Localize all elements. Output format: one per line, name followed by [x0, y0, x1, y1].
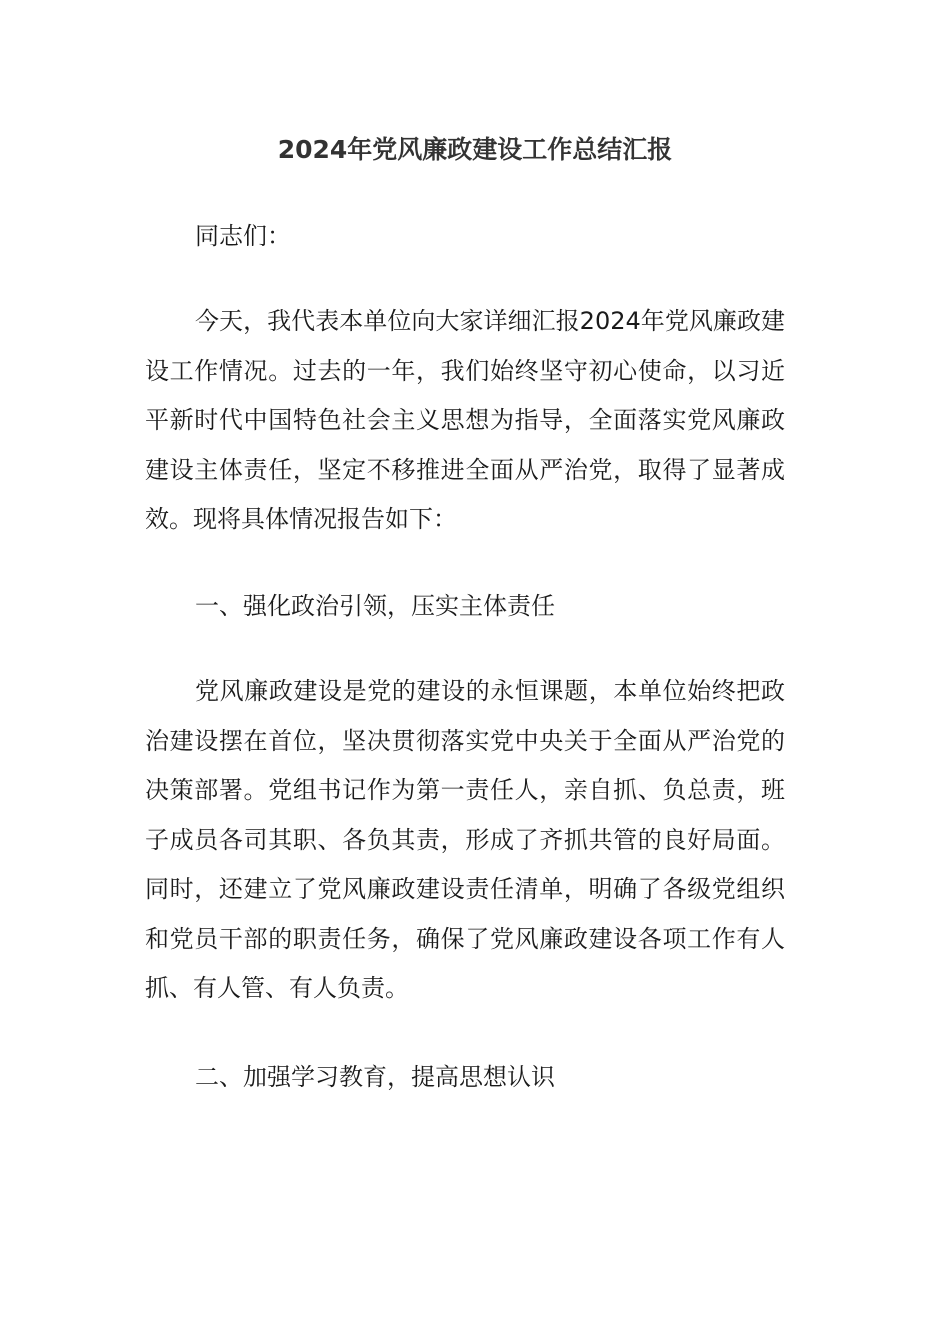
- salutation: 同志们：: [195, 222, 291, 250]
- paragraph-intro: 今天，我代表本单位向大家详细汇报2024年党风廉政建设工作情况。过去的一年，我们始终坚守初心使命，以习近平新时代中国特色社会主义思想为指导，全面落实党风廉政建设主体责任，坚定不移推进全面从严治党，取得了显著成效。现将具体情况报告如下：: [145, 307, 785, 533]
- section-heading-1: 一、强化政治引领，压实主体责任: [195, 592, 555, 620]
- document-title: 2024年党风廉政建设工作总结汇报: [277, 135, 673, 164]
- section-heading-2: 二、加强学习教育，提高思想认识: [195, 1063, 555, 1091]
- paragraph-section-1: 党风廉政建设是党的建设的永恒课题，本单位始终把政治建设摆在首位，坚决贯彻落实党中央关于全面从严治党的决策部署。党组书记作为第一责任人，亲自抓、负总责，班子成员各司其职、各负其责，形成了齐抓共管的良好局面。同时，还建立了党风廉政建设责任清单，明确了各级党组织和党员干部的职责任务，确保了党风廉政建设各项工作有人抓、有人管、有人负责。: [145, 677, 785, 1002]
